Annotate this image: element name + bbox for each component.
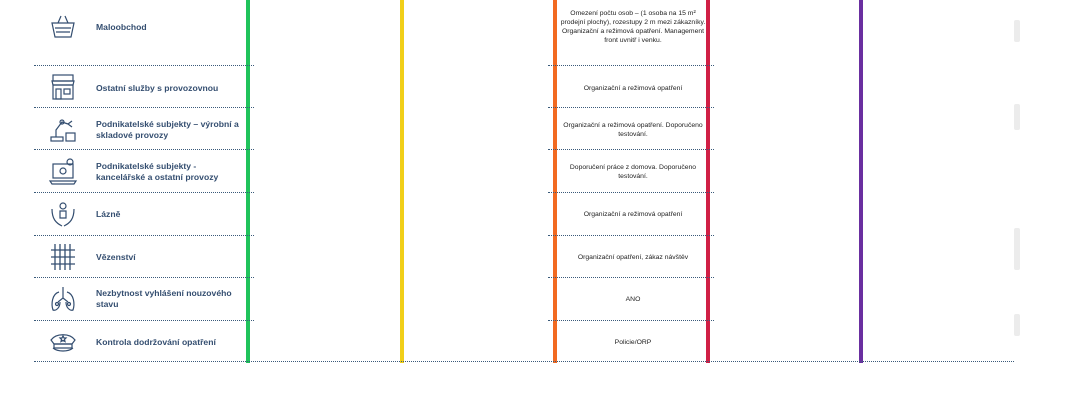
row-divider [548, 65, 714, 66]
level-line-yellow [400, 0, 404, 363]
row-label: Lázně [96, 208, 121, 219]
measure-cell: Policie/ORP [614, 338, 652, 346]
row-label: Kontrola dodržování opatření [96, 336, 216, 347]
police-cap-icon [48, 327, 78, 357]
level-line-purple [859, 0, 863, 363]
measure-cell: Doporučení práce z domova. Doporučeno testování. [569, 164, 697, 180]
row-divider [34, 149, 254, 150]
measure-cell: Omezení počtu osob – (1 osoba na 15 m² prodejní plochy), rozestupy 2 m mezi zákazníky. Organizační a režimová opatření. Management front uvnitř i venku. [560, 10, 706, 44]
row-label: Podnikatelské subjekty – výrobní a skladové provozy [96, 119, 239, 140]
row-divider [548, 149, 714, 150]
edge-mark [1014, 20, 1020, 42]
table-bottom-border [34, 361, 1014, 362]
spa-hands-icon [48, 199, 78, 229]
edge-mark [1014, 104, 1020, 130]
measure-cell: Organizační a režimová opatření [583, 84, 683, 92]
row-label: Vězenství [96, 251, 136, 262]
row-divider [548, 107, 714, 108]
laptop-gear-icon [48, 157, 78, 187]
measure-cell: ANO [625, 295, 641, 303]
edge-mark [1014, 314, 1020, 336]
row-label: Ostatní služby s provozovnou [96, 82, 219, 93]
row-label: Maloobchod [96, 21, 147, 32]
row-divider [34, 107, 254, 108]
level-line-orange [553, 0, 557, 363]
level-line-green [246, 0, 250, 363]
lungs-virus-icon [48, 284, 78, 314]
shopping-basket-icon [48, 12, 78, 42]
storefront-icon [48, 72, 78, 102]
row-label: Podnikatelské subjekty - kancelářské a ostatní provozy [96, 161, 219, 182]
edge-mark [1014, 228, 1020, 270]
measure-cell: Organizační opatření, zákaz návštěv [577, 253, 689, 261]
row-label: Nezbytnost vyhlášení nouzového stavu [96, 288, 232, 309]
measure-cell: Organizační a režimová opatření [583, 210, 683, 218]
prison-bars-icon [48, 242, 78, 272]
measure-cell: Organizační a režimová opatření. Doporučeno testování. [563, 122, 703, 138]
row-divider [34, 65, 254, 66]
robot-arm-icon [48, 114, 78, 144]
